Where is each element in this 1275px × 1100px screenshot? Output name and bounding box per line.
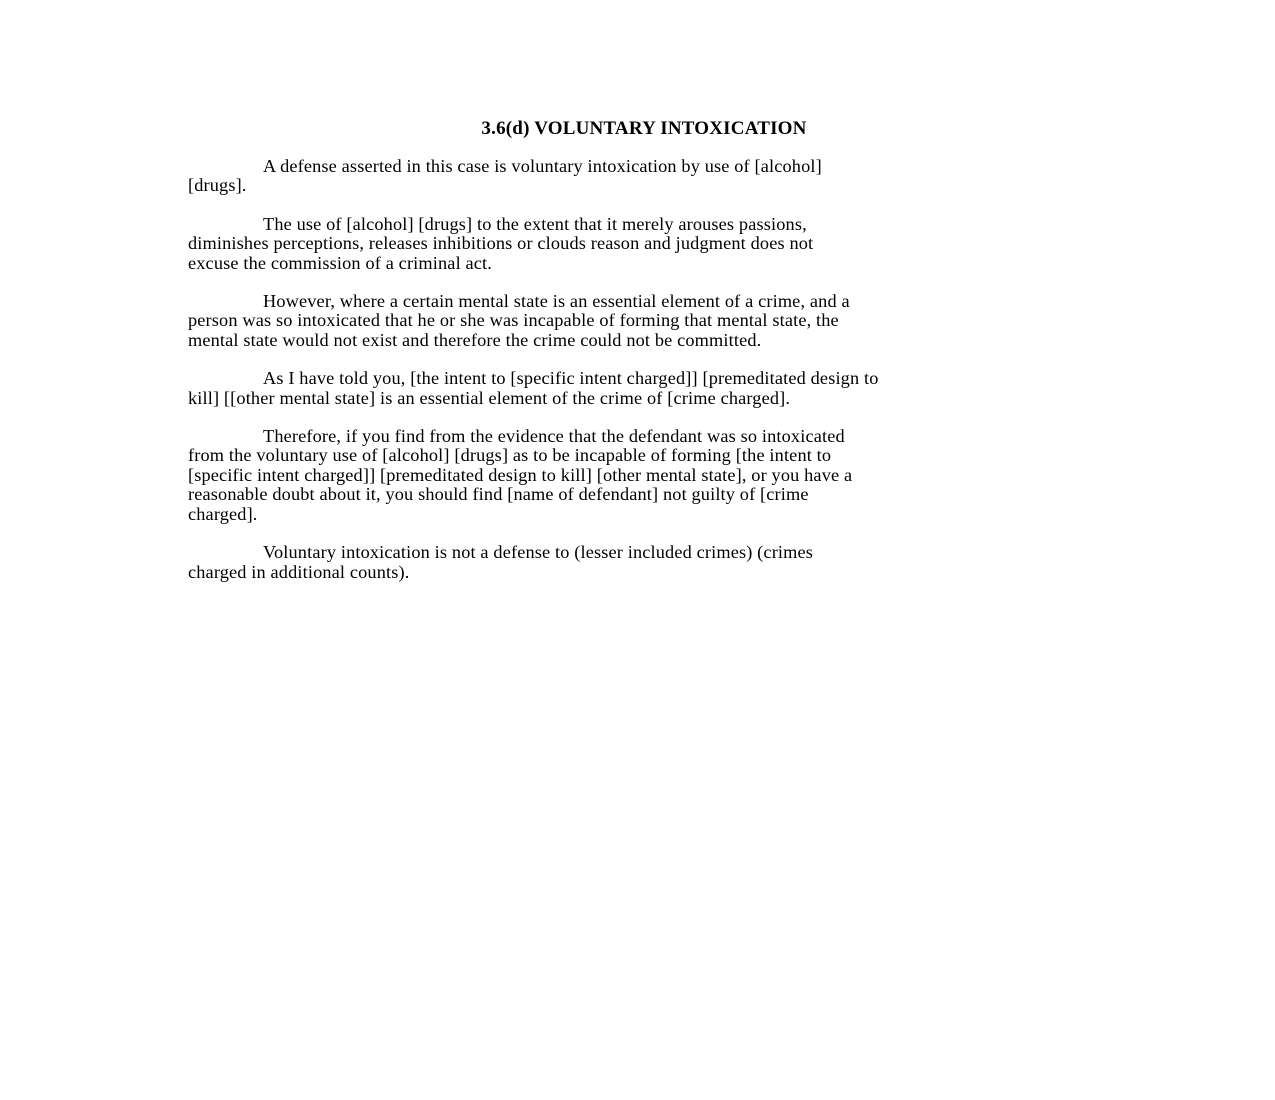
paragraph-1 bbox=[188, 157, 1100, 196]
paragraph-line: Therefore, if you find from the evidence that the defendant was so intoxicated bbox=[263, 426, 845, 447]
paragraph-5 bbox=[188, 427, 1100, 524]
paragraph-3 bbox=[188, 292, 1100, 350]
paragraph-line: However, where a certain mental state is an essential element of a crime, and a bbox=[263, 291, 850, 312]
paragraph-line: kill] [[other mental state] is an essential element of the crime of [crime charged]. bbox=[188, 387, 791, 408]
paragraph-line: charged in additional counts). bbox=[188, 561, 410, 582]
paragraph-line: mental state would not exist and therefore the crime could not be committed. bbox=[188, 329, 762, 350]
paragraph-line: excuse the commission of a criminal act. bbox=[188, 252, 492, 273]
paragraph-line: [drugs]. bbox=[188, 175, 247, 196]
paragraph-line: [specific intent charged]] [premeditated design to kill] [other mental state], or you have a bbox=[188, 464, 853, 485]
paragraph-line: charged]. bbox=[188, 503, 258, 524]
document-title: 3.6(d) VOLUNTARY INTOXICATION bbox=[481, 118, 807, 139]
paragraph-line: The use of [alcohol] [drugs] to the extent that it merely arouses passions, bbox=[263, 213, 807, 234]
paragraph-line: diminishes perceptions, releases inhibitions or clouds reason and judgment does not bbox=[188, 233, 814, 254]
paragraph-2 bbox=[188, 215, 1100, 273]
paragraph-line: reasonable doubt about it, you should find [name of defendant] not guilty of [crime bbox=[188, 484, 809, 505]
paragraph-line: As I have told you, [the intent to [specific intent charged]] [premeditated design to bbox=[263, 368, 879, 389]
paragraph-line: Voluntary intoxication is not a defense to (lesser included crimes) (crimes bbox=[263, 542, 814, 563]
paragraph-6 bbox=[188, 543, 1100, 582]
paragraph-line: A defense asserted in this case is voluntary intoxication by use of [alcohol] bbox=[263, 156, 822, 176]
document-page bbox=[188, 118, 1100, 601]
paragraph-4 bbox=[188, 369, 1100, 408]
paragraph-line: person was so intoxicated that he or she was incapable of forming that mental state, the bbox=[188, 310, 839, 331]
paragraph-line: from the voluntary use of [alcohol] [drugs] as to be incapable of forming [the intent to bbox=[188, 445, 832, 466]
